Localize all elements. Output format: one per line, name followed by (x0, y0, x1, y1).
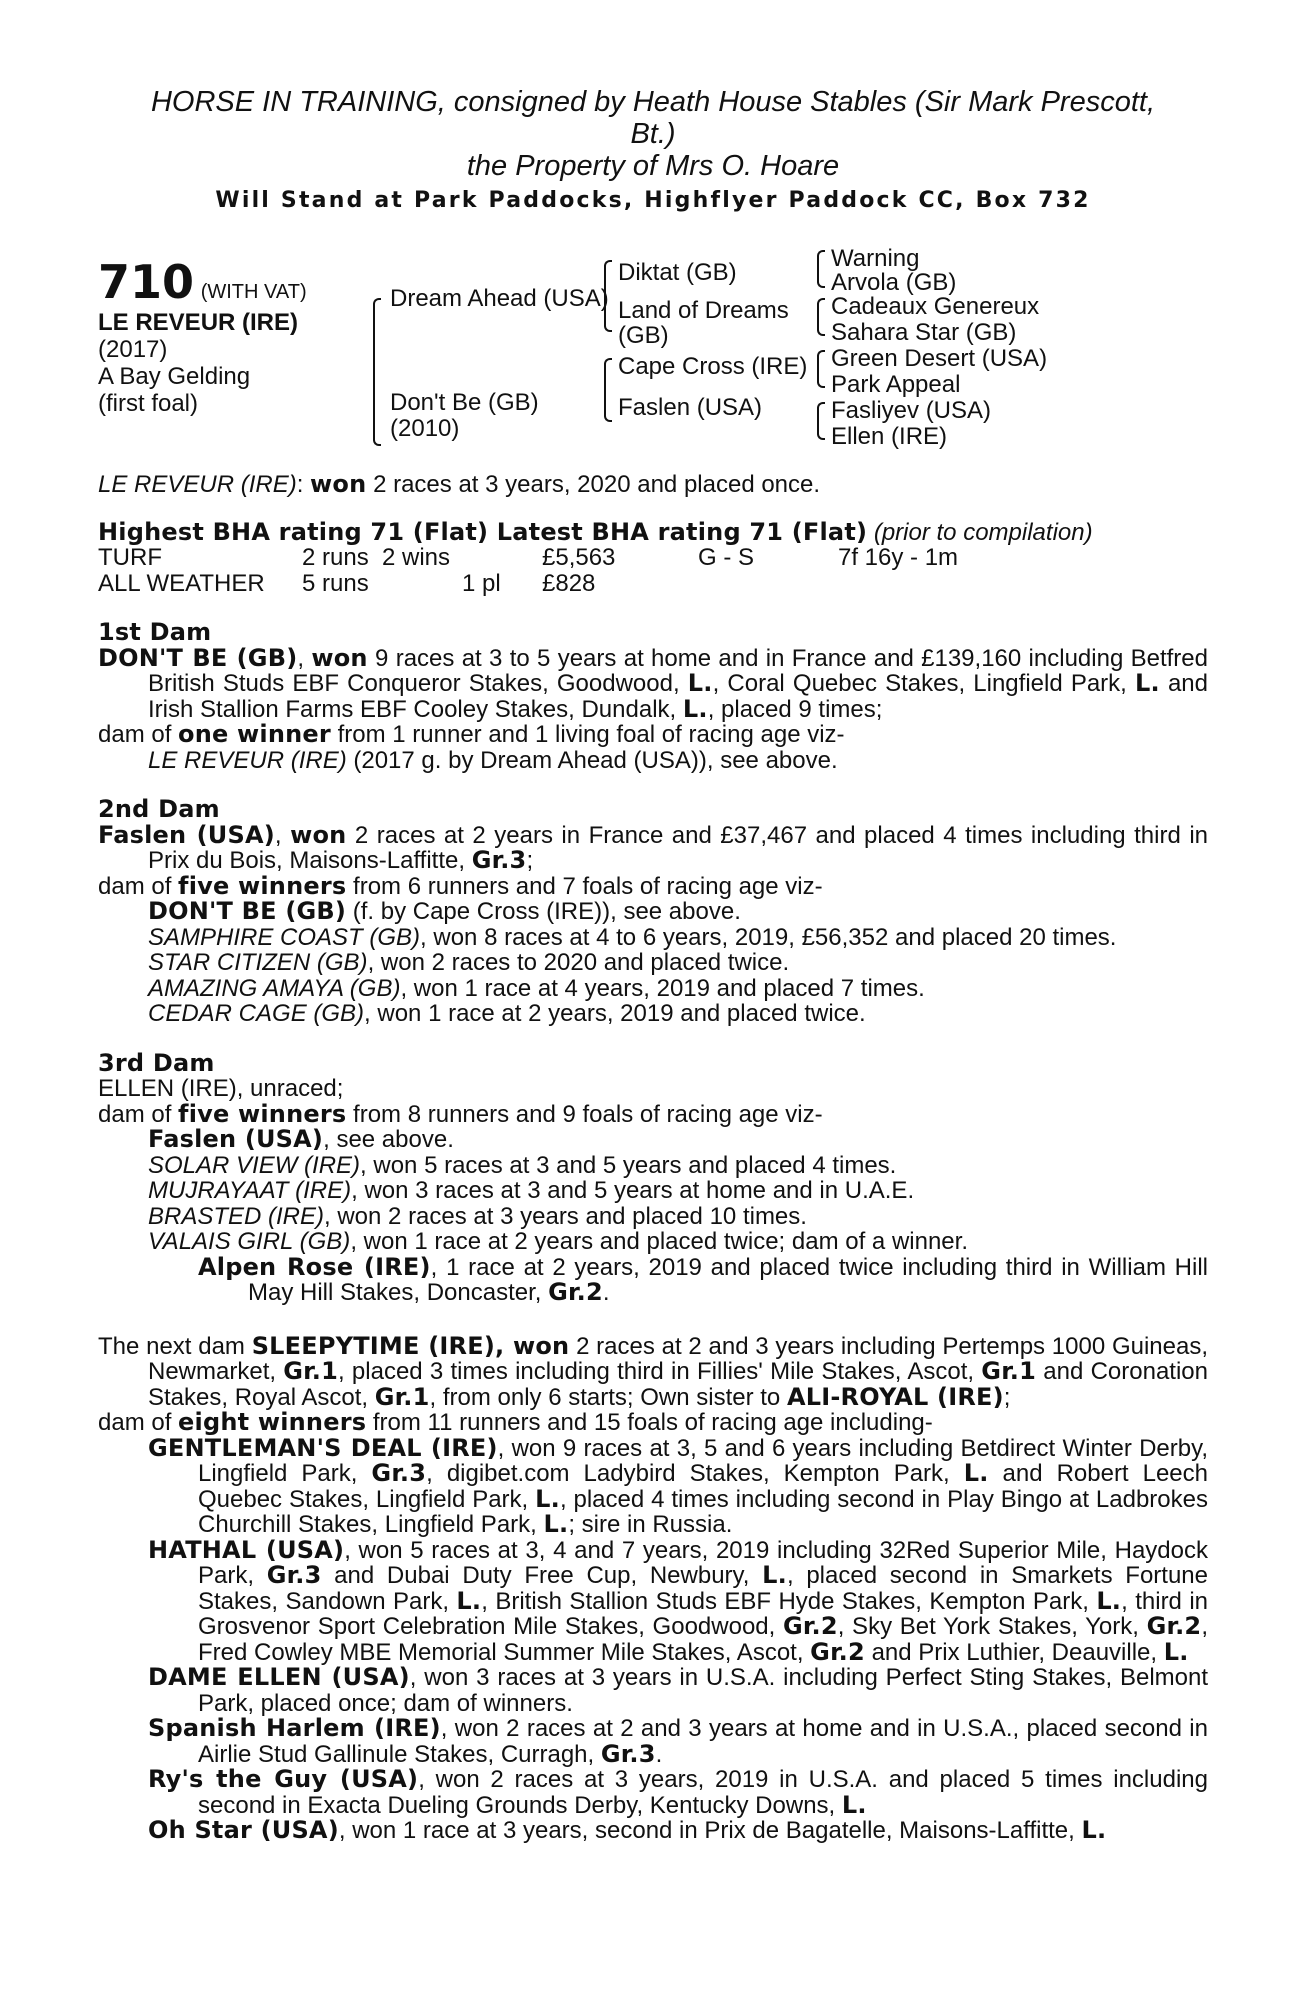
ha-text-3: , placed second in Smarkets Fortune Stakes, Sandown Park, (198, 1562, 1209, 1615)
ha-l-2: L. (456, 1586, 482, 1615)
dam2-name: Faslen (USA) (98, 820, 275, 849)
gd-text-5: ; sire in Russia. (568, 1511, 733, 1538)
ha-l-1: L. (762, 1561, 787, 1589)
next-dam-record (98, 1331, 1209, 1411)
dam2-text-2: ; (526, 847, 534, 874)
race-summary (98, 469, 821, 498)
first-dam-heading: 1st Dam (98, 618, 212, 646)
second-dam-produce (98, 871, 1208, 900)
next-dam-section (98, 1331, 1209, 1844)
nd-text-2: , placed 3 times including third in Fillies' Mile Stakes, Ascot, (338, 1358, 982, 1385)
de-text: , won 3 races at 3 years in U.S.A. including Perfect Sting Stakes, Belmont Park, placed once; dam of winners. (198, 1664, 1209, 1717)
horse-description: A Bay Gelding (98, 362, 251, 390)
dam1-damof: dam of (98, 721, 179, 748)
ha-text-1: , won 5 races at 3, 4 and 7 years, 2019 including 32Red Superior Mile, Haydock Park, (198, 1536, 1208, 1589)
dam3-p5-text: , won 1 race at 2 years and placed twice; dam of a winner. (350, 1228, 968, 1255)
gd-gr3: Gr.3 (371, 1459, 427, 1487)
dam1-text-1: 9 races at 3 to 5 years at home and in France and £139,160 including Betfred British Studs EBF Conqueror Stakes, Goodwood, (148, 644, 1208, 697)
sire-sire-sire: Warning (831, 244, 920, 272)
ha-text-6: , Sky Bet York Stakes, York, (837, 1613, 1147, 1640)
dam3-p2-name: SOLAR VIEW (IRE) (148, 1151, 361, 1179)
dam1-text-4: , placed 9 times; (707, 695, 883, 723)
nd-gr1-b: Gr.1 (981, 1357, 1037, 1385)
dam3-p1-text: , see above. (323, 1126, 454, 1153)
next-dam-progeny-1 (98, 1433, 1209, 1538)
second-dam-progeny-4 (98, 976, 1208, 1002)
first-dam-section (98, 620, 1208, 773)
dam2-p3-name: STAR CITIZEN (GB) (148, 949, 368, 976)
turf-going: G - S (698, 544, 755, 571)
dam-sire: Cape Cross (IRE) (618, 352, 808, 380)
dam3-g1-end: . (602, 1279, 610, 1306)
third-dam-line: ELLEN (IRE), unraced; (98, 1075, 344, 1102)
sire-dam-sire: Cadeaux Genereux (831, 292, 1040, 320)
header-line-1: HORSE IN TRAINING, consigned by Heath House Stables (Sir Mark Prescott, (150, 86, 1156, 118)
nd-damof-2: from 11 runners and 15 foals of racing age including- (366, 1409, 933, 1436)
lot-header (98, 86, 1208, 182)
dam2-p4-text: , won 1 race at 4 years, 2019 and placed 7 times. (400, 974, 925, 1002)
third-dam-heading: 3rd Dam (98, 1048, 215, 1077)
pedigree-block (98, 244, 1208, 510)
third-dam-progeny-4 (98, 1204, 1208, 1230)
dam1-won: won (311, 643, 368, 672)
header-line-3: the Property of Mrs O. Hoare (466, 150, 840, 182)
dam3-p5-name: VALAIS GIRL (GB) (148, 1228, 351, 1255)
dam-brace (604, 358, 612, 422)
third-dam-section (98, 1048, 1209, 1306)
third-dam-progeny-5 (98, 1229, 1208, 1255)
nd-damof: dam of (98, 1409, 179, 1436)
aw-wins: 1 pl (462, 569, 501, 597)
gd-l-2: L. (535, 1484, 560, 1513)
summary-won: won (310, 469, 367, 498)
rating-block (98, 517, 1208, 597)
os-l: L. (1081, 1816, 1107, 1844)
dam-dam-sire: Fasliyev (USA) (831, 396, 992, 424)
dam3-p2-text: , won 5 races at 3 and 5 years and placed 4 times. (360, 1151, 897, 1179)
dam2-damof-2: from 6 runners and 7 foals of racing age viz- (346, 872, 823, 900)
dam1-p1-name: LE REVEUR (IRE) (148, 746, 347, 774)
pedigree-brace (373, 298, 381, 446)
nd-sister: ALI-ROYAL (IRE) (786, 1382, 1004, 1411)
second-dam-progeny-2 (98, 925, 1208, 951)
ha-gr3: Gr.3 (266, 1561, 322, 1589)
dam1-text-3: and Irish Stallion Farms EBF Cooley Stakes, Dundalk, (148, 670, 1208, 723)
dam2-damof: dam of (98, 872, 179, 900)
dam1-listed-2: L. (1135, 669, 1160, 697)
gen3-brace-3 (817, 350, 825, 388)
gd-l-1: L. (963, 1459, 989, 1487)
turf-wins: 2 wins (382, 544, 451, 571)
horse-year: (2017) (98, 335, 168, 363)
third-dam-produce (98, 1099, 1208, 1128)
nd-text-3: and Coronation Stakes, Royal Ascot, (148, 1358, 1208, 1411)
ha-text-2: and Dubai Duty Free Cup, Newbury, (321, 1562, 763, 1589)
rating-heading: Highest BHA rating 71 (Flat) Latest BHA rating 71 (Flat) (98, 517, 868, 546)
dam3-p3-name: MUJRAYAAT (IRE) (148, 1177, 352, 1204)
dam-year: (2010) (390, 414, 460, 442)
third-dam-grandprogeny-1 (98, 1252, 1209, 1306)
second-dam-section (98, 797, 1208, 1027)
dam1-winners: one winner (178, 720, 331, 748)
sire-sire: Diktat (GB) (618, 258, 737, 286)
ha-l-4: L. (1163, 1637, 1189, 1666)
next-dam-progeny-2 (98, 1535, 1209, 1666)
ha-text-8: and Prix Luthier, Deauville, (864, 1638, 1164, 1666)
os-name: Oh Star (USA) (148, 1816, 339, 1844)
turf-prize: £5,563 (542, 544, 616, 571)
second-dam-progeny-1 (98, 899, 1208, 925)
dam2-winners: five winners (178, 871, 347, 900)
dam1-p1-text: (2017 g. by Dream Ahead (USA)), see above. (346, 746, 838, 774)
dam2-text-1: 2 races at 2 years in France and £37,467 and placed 4 times including third in Prix du Bois, Maisons-Laffitte, (148, 821, 1208, 874)
first-dam-produce (98, 722, 1208, 748)
stand-location: Will Stand at Park Paddocks, Highflyer Paddock CC, Box 732 (215, 188, 1091, 213)
dam2-p1-name: DON'T BE (GB) (148, 897, 347, 925)
dam1-text-2: , Coral Quebec Stakes, Lingfield Park, (712, 670, 1135, 697)
dam2-p5-name: CEDAR CAGE (GB) (148, 1000, 365, 1027)
ha-text-7: , Fred Cowley MBE Memorial Summer Mile Stakes, Ascot, (198, 1613, 1208, 1666)
catalogue-page (98, 86, 1208, 1844)
nd-text-1: 2 races at 2 and 3 years including Pertemps 1000 Guineas, Newmarket, (148, 1332, 1209, 1385)
dam3-winners: five winners (178, 1099, 347, 1128)
gd-text-3: and Robert Leech Quebec Stakes, Lingfield Park, (198, 1460, 1208, 1513)
rating-row-aw (98, 571, 1208, 597)
next-dam-progeny-4 (98, 1716, 1208, 1767)
third-dam-progeny-2 (98, 1153, 1208, 1179)
rg-l: L. (841, 1790, 867, 1819)
sire-dam-country: (GB) (618, 321, 669, 349)
ha-text-5: , third in Grosvenor Sport Celebration Mile Stakes, Goodwood, (198, 1587, 1209, 1640)
first-dam-record: DON'T BE (GB), won 9 races at 3 to 5 years at home and in France and £139,160 including Betfred British Studs EBF Conqueror Stakes, Goodwood, L., Coral Quebec Stakes, Lingfield Park, L. and Irish Stallion Farms EBF Cooley Stakes, Dundalk, L., placed 9 times; (98, 643, 1208, 723)
de-name: DAME ELLEN (USA) (148, 1663, 410, 1691)
dam2-p2-text: , won 8 races at 4 to 6 years, 2019, £56,352 and placed 20 times. (420, 923, 1117, 951)
next-dam-progeny-6 (98, 1818, 1208, 1844)
horse-foal-note: (first foal) (98, 389, 199, 417)
aw-surface: ALL WEATHER (98, 569, 265, 597)
third-dam-progeny-3 (98, 1178, 1208, 1204)
ha-gr2-c: Gr.2 (810, 1637, 865, 1666)
dam1-listed-1: L. (687, 669, 713, 697)
next-dam-progeny-3 (98, 1665, 1208, 1716)
dam-sire-sire: Green Desert (USA) (831, 344, 1048, 372)
dam3-g1-text: , 1 race at 2 years, 2019 and placed twice including third in William Hill May Hill Stakes, Doncaster, (248, 1253, 1209, 1306)
horse-name: LE REVEUR (IRE) (98, 308, 299, 336)
summary-colon: : (296, 470, 311, 498)
aw-runs: 5 runs (302, 569, 369, 597)
dam3-damof: dam of (98, 1100, 179, 1128)
next-dam-progeny-5 (98, 1767, 1208, 1818)
second-dam-heading: 2nd Dam (98, 795, 220, 823)
turf-distance: 7f 16y - 1m (838, 544, 959, 571)
sh-name: Spanish Harlem (IRE) (148, 1714, 441, 1742)
sire-brace (604, 260, 612, 332)
dam3-p4-text: , won 2 races at 3 years and placed 10 times. (324, 1202, 807, 1230)
dam3-g1-group: Gr.2 (548, 1278, 603, 1306)
dam2-won: won (290, 820, 347, 849)
dam3-p1-name: Faslen (USA) (148, 1125, 324, 1153)
dam1-name: DON'T BE (GB) (98, 643, 298, 672)
dam1-damof-2: from 1 runner and 1 living foal of racing age viz- (330, 721, 845, 748)
nd-text-5: ; (1003, 1383, 1011, 1411)
summary-text: 2 races at 3 years, 2020 and placed once. (366, 470, 821, 498)
sh-text: , won 2 races at 2 and 3 years at home and in U.S.A., placed second in Airlie Stud Gallinule Stakes, Curragh, (198, 1715, 1208, 1768)
sire-dam-dam: Sahara Star (GB) (831, 318, 1017, 346)
gd-l-3: L. (543, 1510, 569, 1538)
nd-text-4: , from only 6 starts; Own sister to (429, 1383, 787, 1411)
os-text: , won 1 race at 3 years, second in Prix de Bagatelle, Maisons-Laffitte, (338, 1817, 1082, 1844)
dam2-p2-name: SAMPHIRE COAST (GB) (148, 923, 421, 951)
aw-prize: £828 (542, 569, 596, 597)
dam2-group: Gr.3 (471, 846, 527, 874)
gd-text-4: , placed 4 times including second in Play Bingo at Ladbrokes Churchill Stakes, Lingfield Park, (198, 1485, 1208, 1538)
nd-winners: eight winners (178, 1408, 367, 1436)
dam3-g1-name: Alpen Rose (IRE) (198, 1252, 431, 1281)
sh-end: . (655, 1740, 663, 1768)
first-dam-progeny-1 (98, 748, 1208, 774)
dam: Don't Be (GB) (390, 388, 539, 416)
nd-intro: The next dam (98, 1332, 252, 1360)
sire-sire-dam: Arvola (GB) (831, 268, 957, 296)
second-dam-record: Faslen (USA), won 2 races at 2 years in France and £37,467 and placed 4 times including third in Prix du Bois, Maisons-Laffitte, Gr.3; (98, 820, 1208, 874)
dam3-p3-text: , won 3 races at 3 and 5 years at home and in U.A.E. (351, 1177, 915, 1204)
ha-gr2-b: Gr.2 (1146, 1612, 1202, 1640)
rg-name: Ry's the Guy (USA) (148, 1765, 419, 1793)
dam2-p1-text: (f. by Cape Cross (IRE)), see above. (346, 898, 741, 925)
nd-name: SLEEPYTIME (IRE) (251, 1331, 495, 1360)
rg-text: , won 2 races at 3 years, 2019 in U.S.A. and placed 5 times including second in Exacta Dueling Grounds Derby, Kentucky Downs, (198, 1766, 1208, 1819)
gen3-brace-2 (817, 298, 825, 336)
gen3-brace-4 (817, 402, 825, 440)
sire-dam: Land of Dreams (618, 296, 789, 324)
ha-text-4: , British Stallion Studs EBF Hyde Stakes, Kempton Park, (481, 1587, 1097, 1615)
header-line-2: Bt.) (630, 118, 676, 150)
dam2-p4-name: AMAZING AMAYA (GB) (148, 974, 401, 1002)
ha-gr2-a: Gr.2 (782, 1612, 838, 1640)
third-dam-progeny-1 (98, 1127, 1208, 1153)
ha-l-3: L. (1096, 1586, 1122, 1615)
ha-name: HATHAL (USA) (148, 1535, 345, 1564)
gd-name: GENTLEMAN'S DEAL (IRE) (148, 1433, 498, 1462)
sh-gr3: Gr.3 (600, 1739, 656, 1768)
nd-gr1-a: Gr.1 (283, 1357, 339, 1385)
gen3-brace-1 (817, 250, 825, 288)
sire: Dream Ahead (USA) (390, 284, 609, 312)
dam2-p5-text: , won 1 race at 2 years, 2019 and placed twice. (364, 1000, 866, 1027)
vat-label: (WITH VAT) (200, 280, 307, 303)
lot-number: 710 (98, 254, 195, 309)
nd-won: , won (495, 1331, 570, 1360)
second-dam-progeny-3 (98, 950, 1208, 976)
second-dam-progeny-5 (98, 1001, 1208, 1027)
dam-sire-dam: Park Appeal (831, 370, 961, 398)
gd-text-2: , digibet.com Ladybird Stakes, Kempton Park, (426, 1460, 964, 1487)
rating-row-turf (98, 545, 1208, 571)
dam3-p4-name: BRASTED (IRE) (148, 1202, 325, 1230)
dam-dam-dam: Ellen (IRE) (831, 422, 948, 450)
summary-horse-name: LE REVEUR (IRE) (98, 470, 297, 498)
dam-dam: Faslen (USA) (618, 393, 763, 421)
next-dam-produce (98, 1410, 1208, 1436)
gd-text-1: , won 9 races at 3, 5 and 6 years including Betdirect Winter Derby, Lingfield Park, (198, 1434, 1209, 1487)
nd-gr1-c: Gr.1 (374, 1382, 430, 1411)
dam2-p3-text: , won 2 races to 2020 and placed twice. (367, 949, 790, 976)
turf-surface: TURF (98, 544, 162, 571)
turf-runs: 2 runs (302, 544, 369, 571)
dam1-listed-3: L. (682, 694, 708, 723)
rating-note: (prior to compilation) (867, 518, 1093, 546)
dam3-damof-2: from 8 runners and 9 foals of racing age viz- (346, 1100, 823, 1128)
